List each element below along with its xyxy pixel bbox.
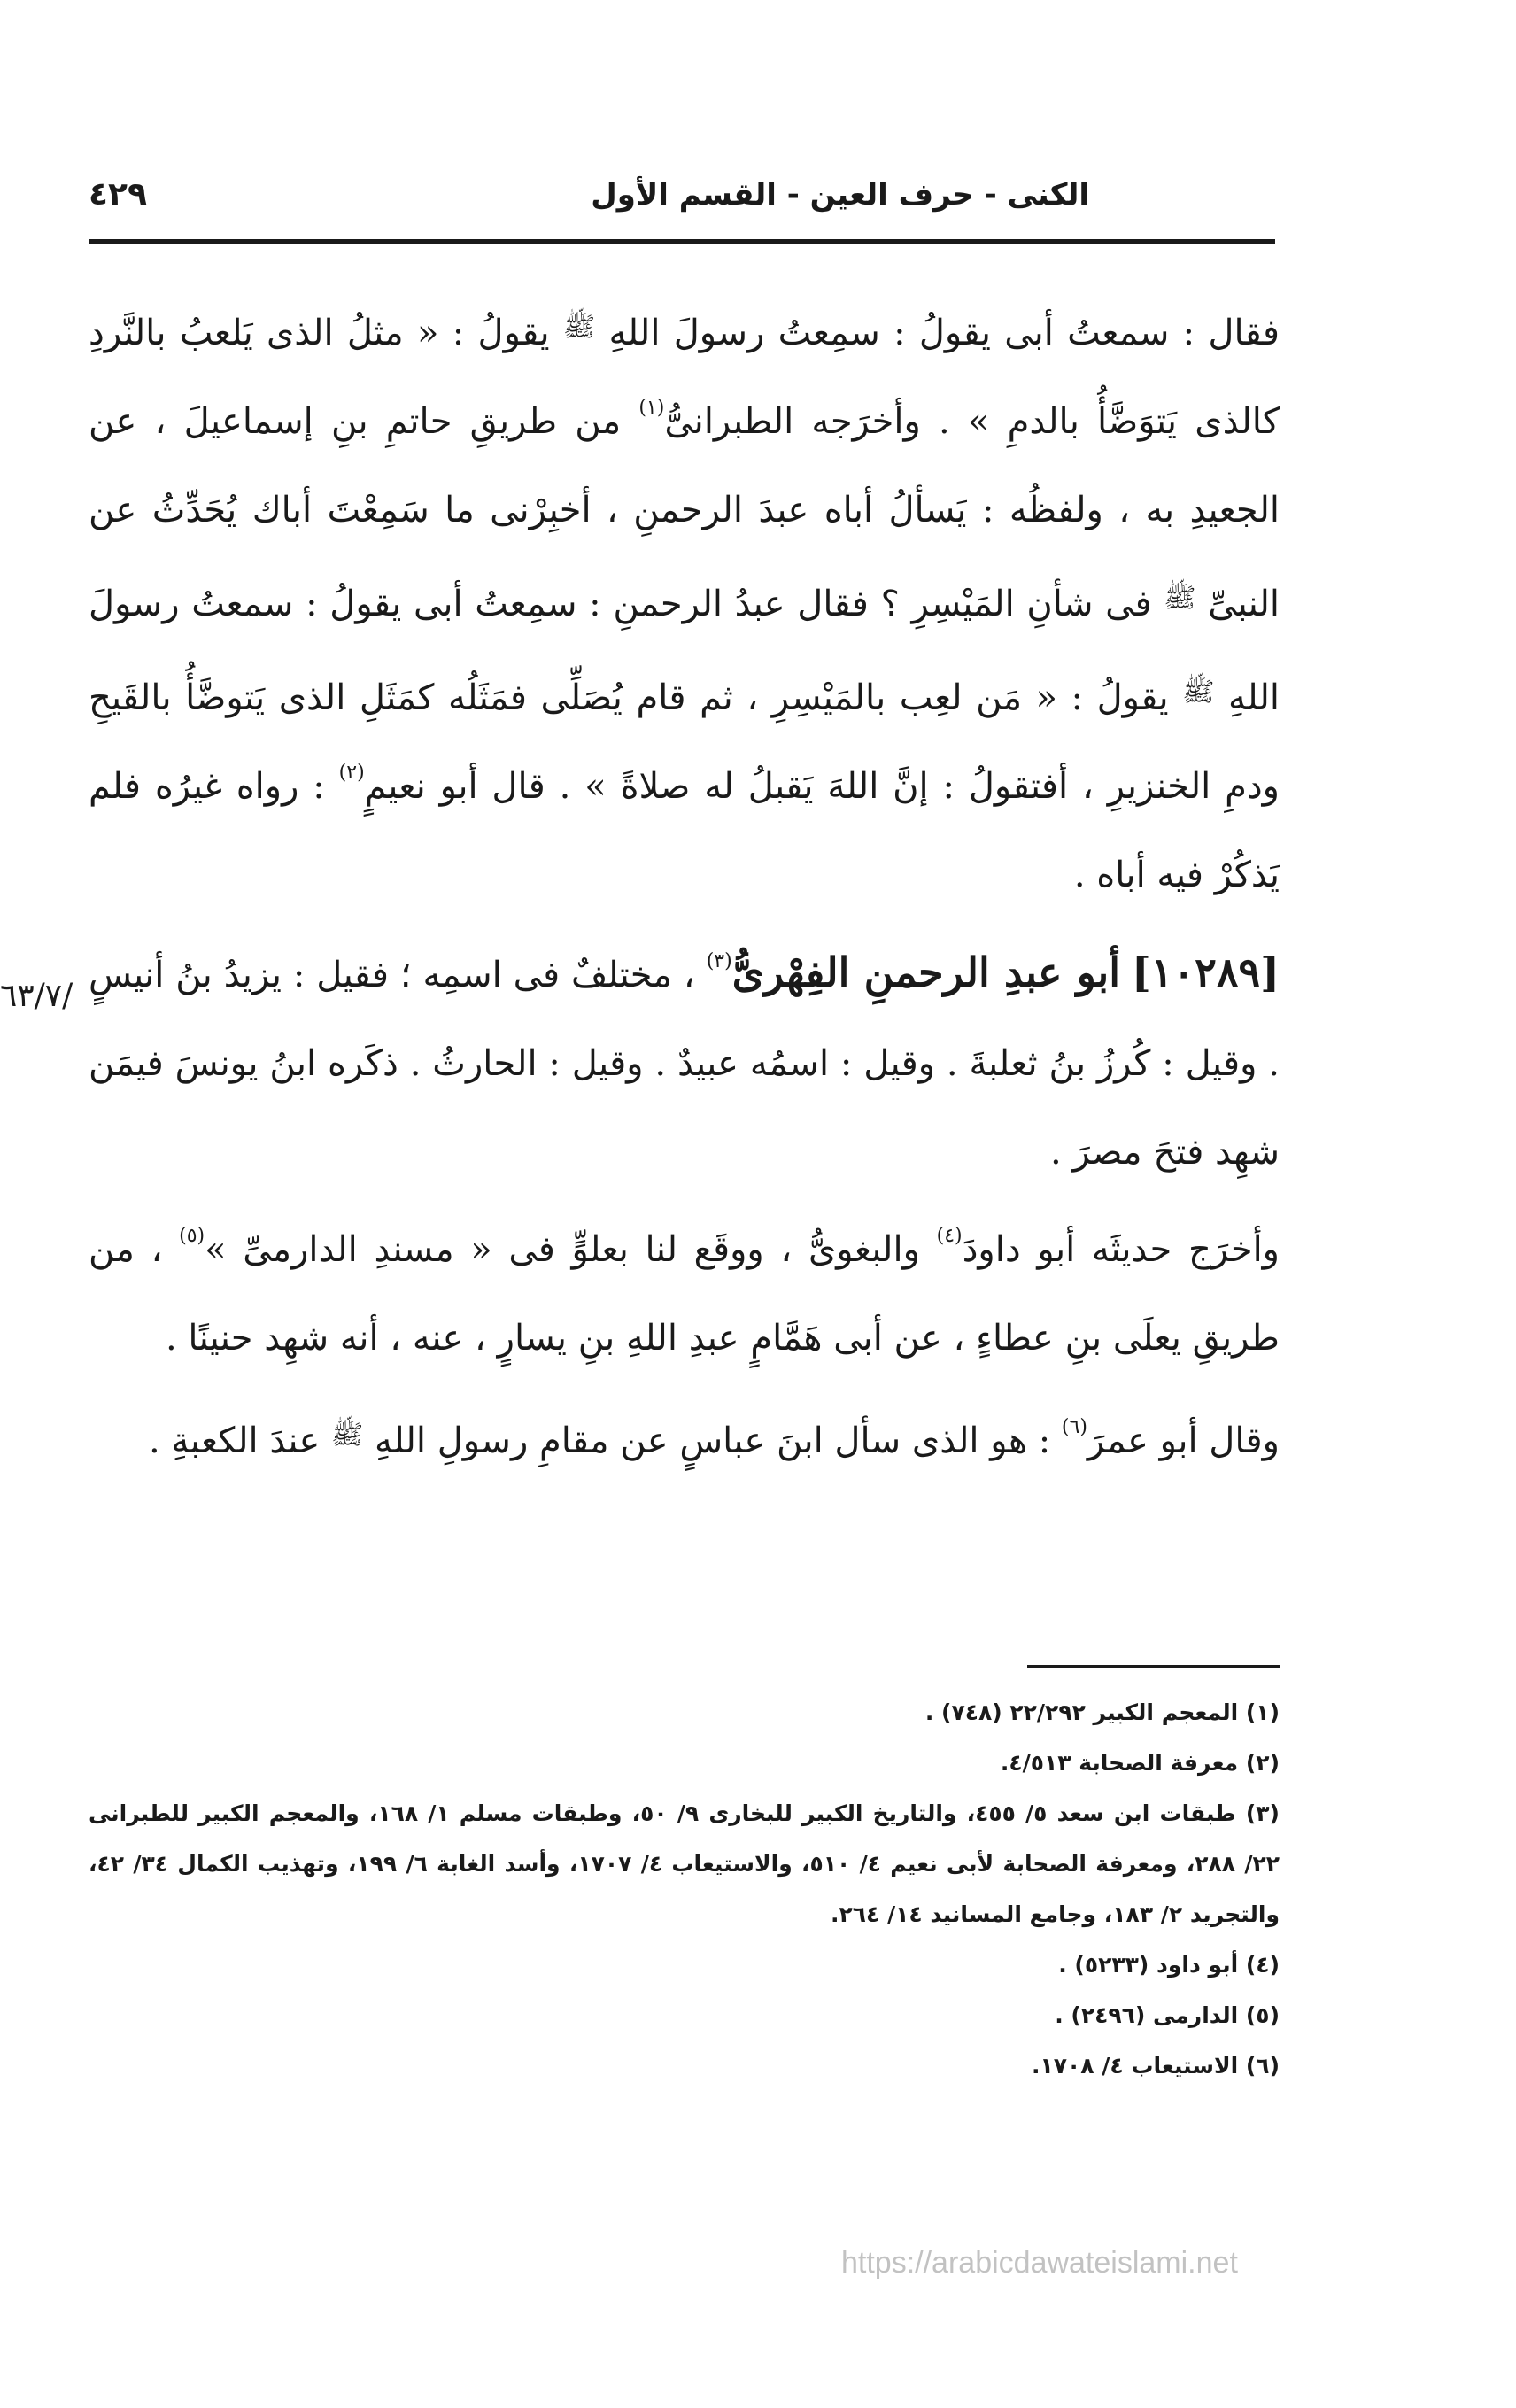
header-rule xyxy=(89,239,1275,244)
footnote-mark: (١) xyxy=(638,397,665,419)
footnotes xyxy=(89,1687,1280,2091)
footnote-mark: (٣) xyxy=(706,950,732,972)
salawat-glyph: ﷺ xyxy=(331,1420,364,1451)
entry-name: أبو عبدِ الرحمنِ الفِهْرىُّ xyxy=(731,948,1121,996)
footnote: (١) المعجم الكبير ٢٢/٢٩٢ (٧٤٨) . xyxy=(924,1700,1280,1725)
footnote-separator xyxy=(1027,1665,1280,1668)
salawat-glyph: ﷺ xyxy=(1164,583,1196,614)
footnote-mark: (٥) xyxy=(179,1225,205,1247)
footnote-mark: (٦) xyxy=(1061,1416,1087,1438)
entry-number: [١٠٢٨٩] xyxy=(1131,948,1280,996)
salawat-glyph: ﷺ xyxy=(562,312,596,343)
paragraph-entry: [١٠٢٨٩] أبو عبدِ الرحمنِ الفِهْرىُّ$^{(٣)}$ ، مختلفٌ فى اسمِه ؛ فقيل : يزيدُ بنُ أنيسٍ . وقيل : كُرزُ بنُ ثعلبةَ . وقيل : اسمُه عبيدٌ . وقيل : الحارثُ . ذكَره ابنُ يونسَ فيمَن شهِد فتحَ مصرَ . xyxy=(89,948,1280,1173)
footnote: (٦) الاستيعاب ٤/ ١٧٠٨. xyxy=(1032,2053,1280,2079)
footnote: (٥) الدارمى (٢٤٩٦) . xyxy=(1055,2002,1280,2028)
salawat-glyph: ﷺ xyxy=(1182,677,1215,708)
footnote: (٣) طبقات ابن سعد ٥/ ٤٥٥، والتاريخ الكبير للبخارى ٩/ ٥٠، وطبقات مسلم ١/ ١٦٨، والمعجم الكبير للطبرانى ٢٢/ ٢٨٨، ومعرفة الصحابة لأبى نعيم ٤/ ٥١٠، والاستيعاب ٤/ ١٧٠٧، وأسد الغابة ٦/ ١٩٩، وتهذيب الكمال ٣٤/ ٤٢، والتجريد ٢/ ١٨٣، وجامع المسانيد ١٤/ ٢٦٤. xyxy=(89,1800,1280,1927)
page-header xyxy=(89,168,1275,221)
footnote: (٢) معرفة الصحابة ٤/٥١٣. xyxy=(1000,1750,1280,1776)
footnote: (٤) أبو داود (٥٢٣٣) . xyxy=(1058,1952,1280,1978)
main-text xyxy=(89,283,1280,1485)
footnote-mark: (٤) xyxy=(936,1225,963,1247)
paragraph-hadith: فقال : سمعتُ أبى يقولُ : سمِعتُ رسولَ اللهِ $^ﷺ$ يقولُ : « مثلُ الذى يَلعبُ بالنَّردِ كالذى يَتوَضَّأُ بالدمِ » . وأخرَجه الطبرانىُّ$^{(١)}$ من طريقِ حاتمِ بنِ إسماعيلَ ، عن الجعيدِ به ، ولفظُه : يَسألُ أباه عبدَ الرحمنِ ، أخبِرْنى ما سَمِعْتَ أباك يُحَدِّثُ عن النبىِّ $^ﷺ$ فى شأنِ المَيْسِرِ ؟ فقال عبدُ الرحمنِ : سمِعتُ أبى يقولُ : سمعتُ رسولَ اللهِ $^ﷺ$ يقولُ : « مَن لعِب بالمَيْسِرِ ، ثم قام يُصَلِّى فمَثَلُه كمَثَلِ الذى يَتوضَّأُ بالقَيحِ ودمِ الخنزيرِ ، أفتقولُ : إنَّ اللهَ يَقبلُ له صلاةً » . قال أبو نعيمٍ$^{(٢)}$ : رواه غيرُه فلم يَذكُرْ فيه أباه . xyxy=(89,312,1280,895)
page-number: ٤٢٩ xyxy=(89,176,147,213)
margin-reference: /٦٣/٧ xyxy=(0,978,73,1014)
paragraph-abu-umar: وقال أبو عمرَ$^{(٦)}$ : هو الذى سأل ابنَ عباسٍ عن مقامِ رسولِ اللهِ $^ﷺ$ عندَ الكعبةِ . xyxy=(149,1416,1280,1461)
footnote-mark: (٢) xyxy=(338,762,365,784)
watermark-url: https://arabicdawateislami.net xyxy=(841,2246,1238,2280)
running-title: الكنى - حرف العين - القسم الأول xyxy=(591,177,1089,213)
paragraph-takhrij: وأخرَج حديثَه أبو داودَ$^{(٤)}$ والبغوىُّ ، ووقَع لنا بعلوٍّ فى « مسندِ الدارمىِّ »$^{(٥)}$ ، من طريقِ يعلَى بنِ عطاءٍ ، عن أبى هَمَّامٍ عبدِ اللهِ بنِ يسارٍ ، عنه ، أنه شهِد حنينًا . xyxy=(89,1225,1280,1359)
